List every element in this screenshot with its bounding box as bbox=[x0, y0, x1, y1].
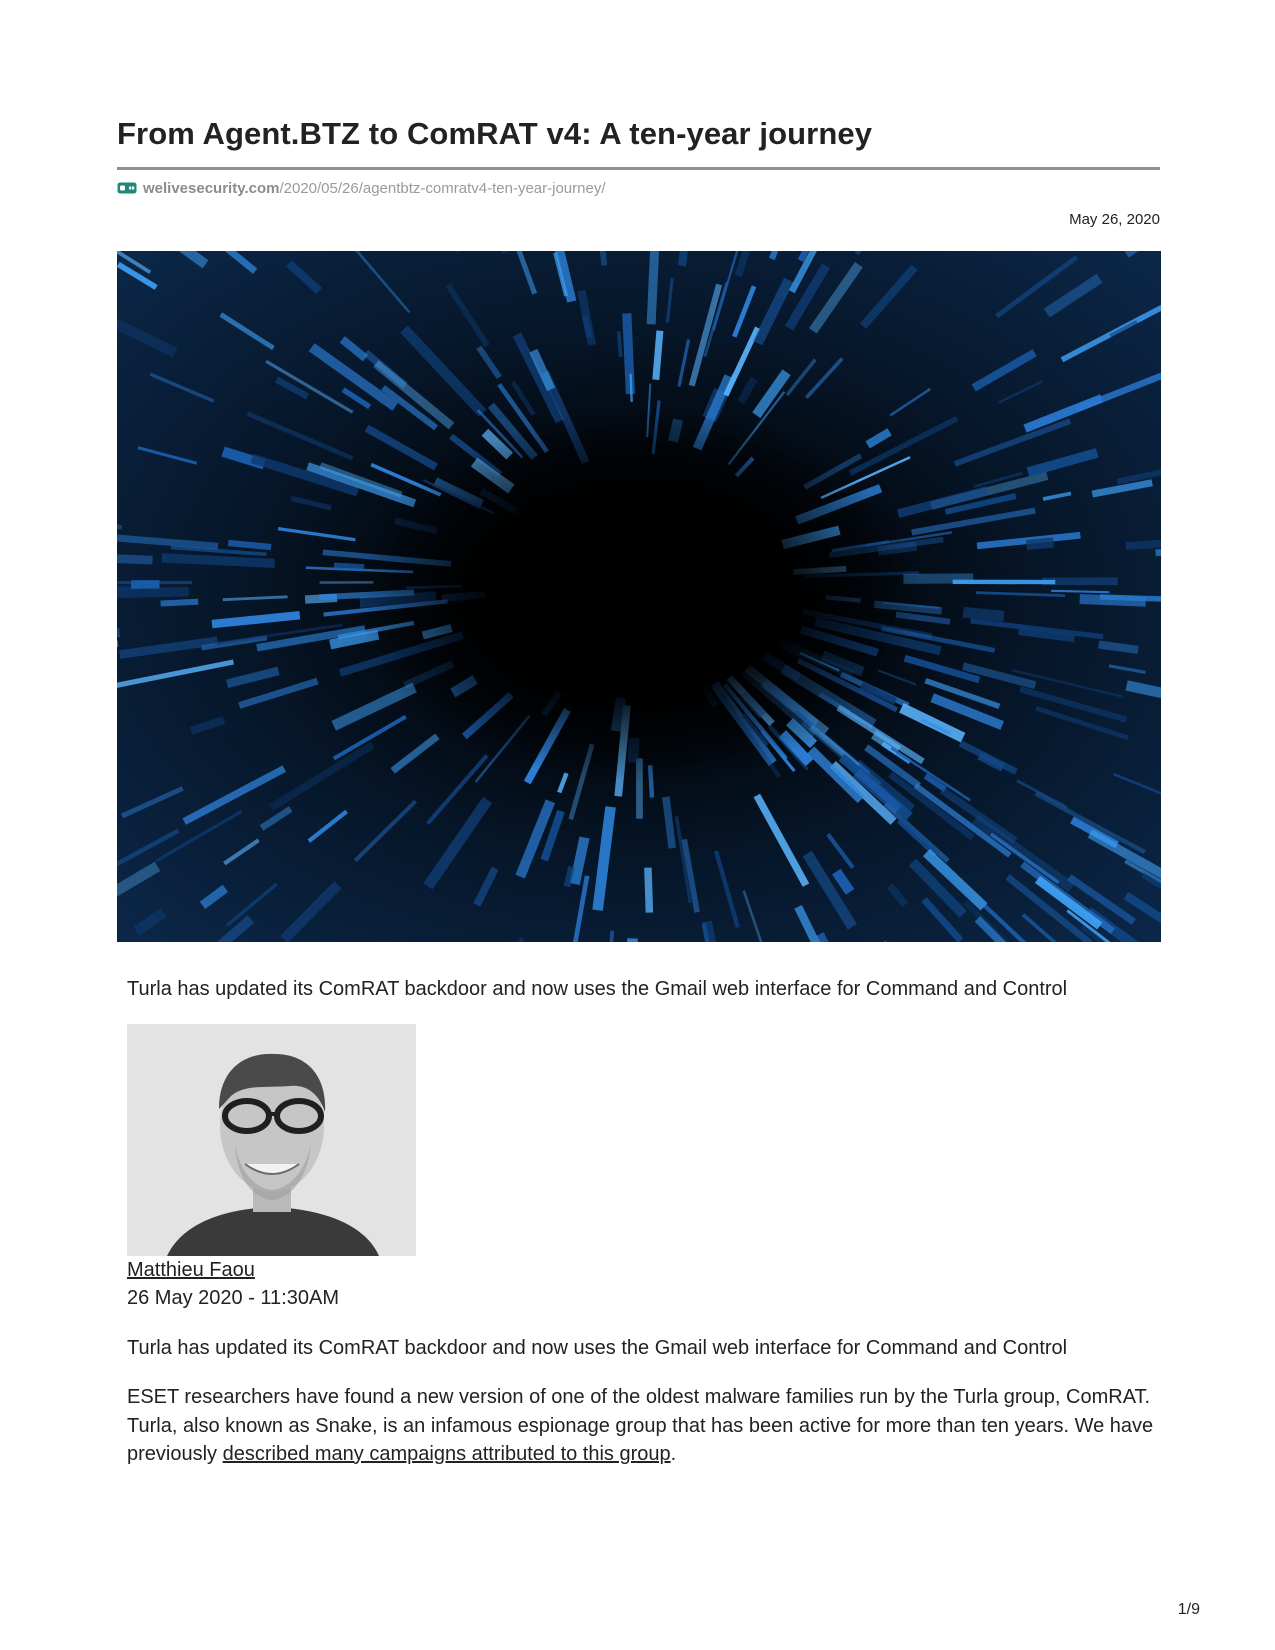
page-number: 1/9 bbox=[1177, 1601, 1200, 1618]
author-photo bbox=[127, 1024, 416, 1256]
body-text-2: . bbox=[670, 1443, 677, 1465]
title-divider bbox=[117, 167, 1160, 170]
source-domain: welivesecurity.com bbox=[143, 179, 280, 197]
subtitle-text: Turla has updated its ComRAT backdoor and now uses the Gmail web interface for Command and Control bbox=[127, 978, 1068, 1000]
publish-date: May 26, 2020 bbox=[1069, 211, 1160, 228]
body-paragraph bbox=[127, 1383, 1157, 1469]
source-path: /2020/05/26/agentbtz-comratv4-ten-year-journey/ bbox=[279, 179, 606, 197]
campaigns-link[interactable]: described many campaigns attributed to this group bbox=[222, 1443, 671, 1465]
link-icon bbox=[117, 182, 137, 194]
page-title: From Agent.BTZ to ComRAT v4: A ten-year journey bbox=[117, 116, 873, 151]
lead-paragraph: Turla has updated its ComRAT backdoor and now uses the Gmail web interface for Command and Control bbox=[127, 1337, 1068, 1359]
author-link[interactable]: Matthieu Faou bbox=[127, 1259, 255, 1281]
body-text-1: ESET researchers have found a new version of one of the oldest malware families run by the Turla group, ComRAT. Turla, also known as Snake, is an infamous espionage group that has been active for more than ten years. We have previously bbox=[127, 1386, 1154, 1465]
source-url[interactable] bbox=[117, 179, 605, 197]
author-timestamp: 26 May 2020 - 11:30AM bbox=[127, 1287, 339, 1309]
hero-image bbox=[117, 251, 1161, 942]
